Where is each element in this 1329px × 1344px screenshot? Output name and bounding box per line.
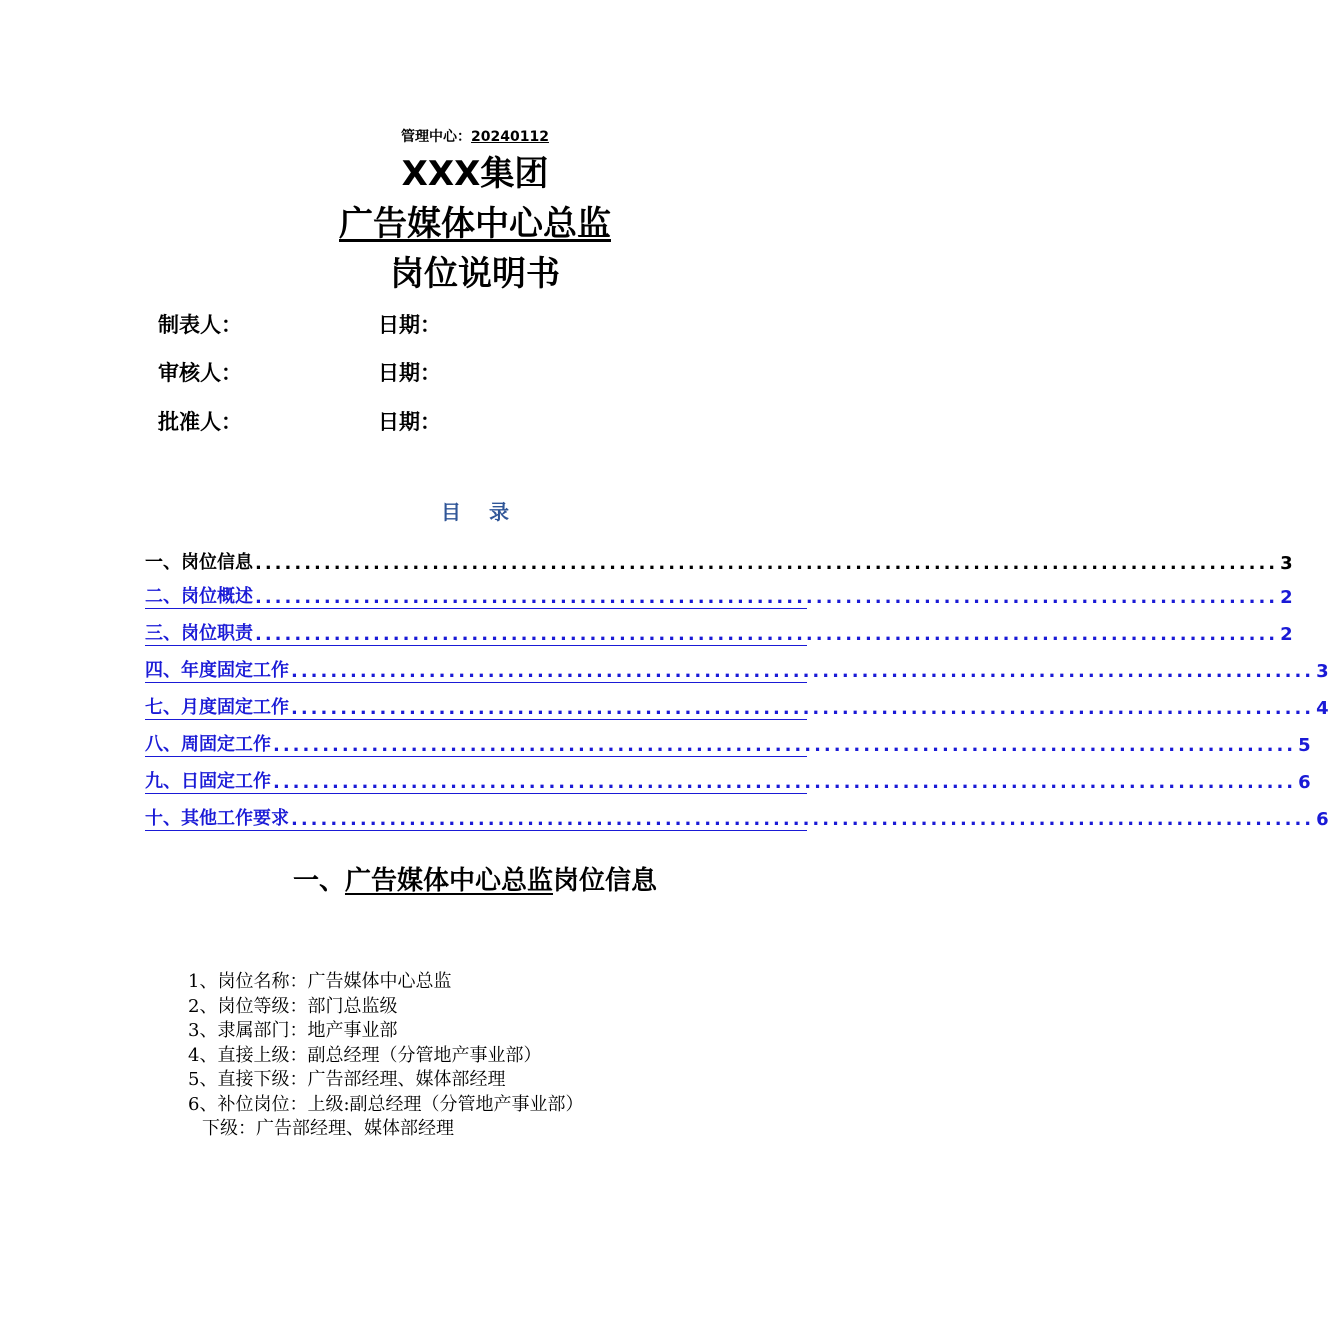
- section-heading-prefix: 一、: [292, 866, 345, 896]
- toc-leader-dots: ........................................................................................................: [255, 587, 1279, 608]
- toc-item-position-info[interactable]: [145, 538, 1293, 574]
- toc-item-page: 5: [1298, 735, 1311, 756]
- section-heading-suffix: 岗位信息: [553, 866, 658, 896]
- toc-item-page: 6: [1316, 809, 1329, 830]
- toc-item-page: 6: [1298, 772, 1311, 793]
- toc-item-position-overview[interactable]: [145, 574, 1293, 609]
- toc-leader-dots: ........................................................................................................: [255, 624, 1279, 645]
- toc-item-label: 八、周固定工作: [145, 734, 271, 755]
- document-title: 岗位说明书: [390, 254, 560, 294]
- toc-item-page: 4: [1316, 698, 1329, 719]
- info-line-level: 2、岗位等级：部门总监级: [188, 995, 398, 1017]
- section-heading-underlined: 广告媒体中心总监: [344, 866, 553, 896]
- toc-item-label: 九、日固定工作: [145, 771, 271, 792]
- toc-item-page: 3: [1316, 661, 1329, 682]
- toc-leader-dots: ........................................................................................................: [273, 772, 1297, 793]
- management-code: 20240112: [471, 129, 549, 145]
- reviewer-date-label: 日期：: [378, 361, 441, 385]
- toc-item-page: 3: [1280, 553, 1293, 574]
- toc-item-label: 十、其他工作要求: [145, 808, 289, 829]
- toc-item-page: 2: [1280, 624, 1293, 645]
- table-of-contents: [145, 538, 1329, 833]
- management-center-header: [0, 126, 950, 146]
- toc-item-label: 七、月度固定工作: [145, 697, 289, 718]
- toc-item-annual-work[interactable]: [145, 648, 1329, 683]
- toc-leader-dots: ........................................................................................................: [273, 735, 1297, 756]
- approver-label: 批准人：: [158, 410, 242, 434]
- toc-item-weekly-work[interactable]: [145, 722, 1311, 757]
- info-line-superior: 4、直接上级：副总经理（分管地产事业部）: [188, 1044, 542, 1066]
- approver-date-label: 日期：: [378, 410, 441, 434]
- toc-item-daily-work[interactable]: [145, 759, 1311, 794]
- reviewer-label: 审核人：: [158, 361, 242, 385]
- toc-leader-dots: ........................................................................................................: [291, 809, 1315, 830]
- toc-leader-dots: ........................................................................................................: [291, 661, 1315, 682]
- toc-title: 目录: [441, 500, 537, 524]
- toc-item-label: 四、年度固定工作: [145, 660, 289, 681]
- info-line-backup: 6、补位岗位：上级:副总经理（分管地产事业部）: [188, 1093, 584, 1115]
- toc-leader-dots: ........................................................................................................: [255, 553, 1279, 574]
- toc-item-label: 一、岗位信息: [145, 552, 253, 573]
- toc-item-monthly-work[interactable]: [145, 685, 1329, 720]
- position-title: [0, 202, 950, 246]
- preparer-label: 制表人：: [158, 313, 242, 337]
- position-info-list: [188, 970, 584, 1142]
- management-label: 管理中心：: [401, 129, 472, 145]
- toc-item-label: 三、岗位职责: [145, 623, 253, 644]
- info-line-backup-continuation: 下级：广告部经理、媒体部经理: [202, 1118, 454, 1139]
- position-title-text: 广告媒体中心总监: [339, 204, 611, 244]
- info-line-department: 3、隶属部门：地产事业部: [188, 1020, 398, 1041]
- toc-item-other-requirements[interactable]: [145, 796, 1329, 831]
- company-title: XXX集团: [401, 154, 549, 194]
- toc-item-page: 2: [1280, 587, 1293, 608]
- toc-item-label: 二、岗位概述: [145, 586, 253, 607]
- toc-leader-dots: ........................................................................................................: [291, 698, 1315, 719]
- section-heading-position-info: [0, 860, 950, 897]
- info-line-name: 1、岗位名称：广告媒体中心总监: [188, 971, 452, 992]
- toc-item-position-duties[interactable]: [145, 611, 1293, 646]
- info-line-subordinates: 5、直接下级：广告部经理、媒体部经理: [188, 1069, 506, 1090]
- preparer-date-label: 日期：: [378, 313, 441, 337]
